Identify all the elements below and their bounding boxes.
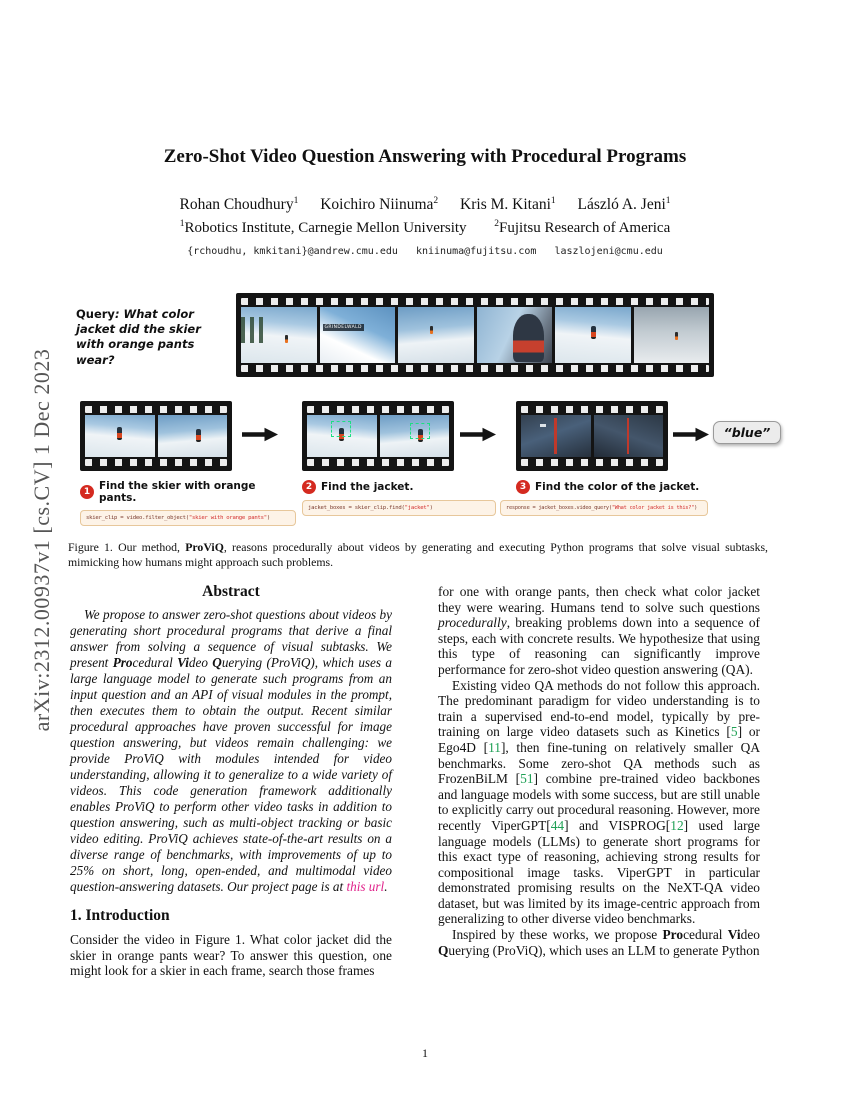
skier-marker bbox=[196, 429, 201, 442]
author-affil-sup: 1 bbox=[293, 195, 299, 206]
answer-column bbox=[708, 401, 786, 444]
citation-ref[interactable]: 11 bbox=[488, 739, 501, 755]
author-affil-sup: 1 bbox=[665, 195, 671, 206]
step-1-text: Find the skier with orange pants. bbox=[99, 480, 256, 504]
film-sprocket-holes bbox=[521, 459, 663, 466]
author-affil-sup: 2 bbox=[433, 195, 439, 206]
jacket-zipper-decor bbox=[627, 418, 630, 453]
film-sprocket-holes bbox=[521, 406, 663, 413]
affiliation-item bbox=[494, 220, 670, 236]
affiliation-item bbox=[180, 220, 467, 236]
figure-query-text bbox=[68, 293, 236, 377]
step-3-label bbox=[516, 480, 708, 494]
pipeline-step-1 bbox=[68, 401, 296, 526]
author-name bbox=[320, 196, 438, 213]
project-page-link[interactable]: this url bbox=[346, 878, 385, 894]
jacket-tag-decor bbox=[540, 424, 546, 427]
video-frame bbox=[85, 415, 155, 457]
step-2-text: Find the jacket. bbox=[321, 481, 414, 493]
paper-title: Zero-Shot Video Question Answering with Procedural Programs bbox=[163, 146, 687, 167]
film-strip-overview bbox=[236, 293, 714, 377]
step-2-label bbox=[302, 480, 496, 494]
step-2-code: jacket_boxes = skier_clip.find("jacket") bbox=[302, 500, 496, 516]
detection-box bbox=[410, 423, 430, 439]
video-frame bbox=[398, 307, 474, 363]
affiliations bbox=[0, 220, 850, 237]
film-frames bbox=[241, 307, 709, 363]
right-paragraph-3: Inspired by these works, we propose Procedural Video Querying (ProViQ), which uses an LLM to generate Python bbox=[438, 927, 760, 958]
right-paragraph-2: Existing video QA methods do not follow this approach. The predominant paradigm for video understanding is to train a supervised end-to-end model, typically by pre-training on large video datasets such as Kinetics [5] or Ego4D [11], then fine-tuning on relatively smaller QA benchmarks. Some zero-shot QA methods such as FrozenBiLM [51] combine pre-trained video backbones and language models with some success, but are still unable to explicitly carry out procedural reasoning. However, more recently ViperGPT[44] and VISPROG[12] used large language models (LLMs) to generate short programs for this exact type of reasoning, achieving strong results for compositional image tasks. ViperGPT in particular demonstrated promising results on the NeXT-QA video dataset, but was limited by its image-centric approach from generalizing to other diverse video benchmarks. bbox=[438, 677, 761, 927]
abstract-heading: Abstract bbox=[202, 583, 260, 600]
film-sprocket-holes bbox=[241, 365, 709, 372]
step-3-code: response = jacket_boxes.video_query("What color jacket is this?") bbox=[500, 500, 708, 516]
video-frame bbox=[634, 307, 710, 363]
section-heading-introduction: 1. Introduction bbox=[70, 906, 170, 924]
step-1-label bbox=[80, 480, 296, 504]
video-frame bbox=[521, 415, 591, 457]
film-frames bbox=[307, 415, 449, 457]
video-frame bbox=[380, 415, 450, 457]
film-frames bbox=[521, 415, 663, 457]
resort-sign: GRINDELWALD bbox=[324, 324, 362, 330]
skier-marker bbox=[675, 332, 678, 340]
film-sprocket-holes bbox=[85, 459, 227, 466]
affil-sup: 1 bbox=[179, 219, 185, 229]
author-name-text: Kris M. Kitani bbox=[460, 196, 551, 213]
author-name-text: Koichiro Niinuma bbox=[320, 196, 434, 213]
query-label: Query bbox=[76, 307, 115, 321]
film-frames bbox=[85, 415, 227, 457]
film-strip-step-1 bbox=[80, 401, 232, 471]
pipeline-step-3 bbox=[496, 401, 708, 516]
citation-ref[interactable]: 51 bbox=[520, 771, 534, 787]
affil-sup: 2 bbox=[494, 219, 500, 229]
right-paragraph-1: for one with orange pants, then check what color jacket they were wearing. Humans tend to solve such questions procedurally, breaking problems down into a sequence of steps, each with concrete results. We hypothesize that using this type of reasoning can significantly improve performance for zero-shot video question answering (QA). bbox=[438, 584, 760, 677]
film-strip-step-2 bbox=[302, 401, 454, 471]
abstract-body: We propose to answer zero-shot questions about videos by generating short procedural programs that derive a final answer from solving a sequence of visual subtasks. We present Procedural Video Querying (ProViQ), which uses a large language model to generate such programs from an input question and an API of visual modules in the prompt, then executes them to obtain the output. Recent similar procedural approaches have proven successful for image question answering, but videos remain challenging: we provide ProViQ with modules intended for video understanding, allowing it to generalize to a wide variety of videos. This code generation framework additionally enables ProViQ to perform other video tasks in addition to question answering, such as multi-object tracking or basic video editing. ProViQ achieves state-of-the-art results on a diverse range of benchmarks, with improvements of up to 25% on short, long, open-ended, and multimodal video question-answering datasets. Our project page is at this url. bbox=[70, 606, 392, 894]
figure-1 bbox=[68, 293, 786, 526]
intro-paragraph-1: Consider the video in Figure 1. What color jacket did the skier in orange pants wear? To answer this question, one might look for a skier in each frame, search those frames bbox=[70, 932, 392, 979]
detection-box bbox=[331, 421, 351, 437]
author-emails: {rchoudhu, kmkitani}@andrew.cmu.edu kniinuma@fujitsu.com laszlojeni@cmu.edu bbox=[187, 246, 663, 257]
arrow-icon bbox=[460, 427, 496, 442]
figure-caption: Figure 1. Our method, ProViQ, reasons procedurally about videos by generating and executing Python programs that solve visual subtasks, mimicking how humans might approach such problems. bbox=[68, 540, 769, 569]
video-frame bbox=[307, 415, 377, 457]
step-1-badge: 1 bbox=[80, 485, 94, 499]
film-sprocket-holes bbox=[307, 459, 449, 466]
skier-marker bbox=[591, 326, 596, 339]
step-3-text: Find the color of the jacket. bbox=[535, 481, 700, 493]
citation-ref[interactable]: 5 bbox=[730, 724, 738, 740]
film-strip-step-3 bbox=[516, 401, 668, 471]
video-frame bbox=[477, 307, 553, 363]
step-1-code: skier_clip = video.filter_object("skier with orange pants") bbox=[80, 510, 296, 526]
citation-ref[interactable]: 44 bbox=[550, 817, 565, 833]
film-sprocket-holes bbox=[85, 406, 227, 413]
step-2-badge: 2 bbox=[302, 480, 316, 494]
left-column bbox=[70, 584, 392, 979]
video-frame bbox=[241, 307, 317, 363]
affil-name: Robotics Institute, Carnegie Mellon University bbox=[184, 220, 467, 236]
right-column bbox=[438, 584, 760, 958]
author-name bbox=[179, 196, 298, 213]
query-text: : What color jacket did the skier with orange pants wear? bbox=[76, 307, 201, 367]
author-list bbox=[0, 196, 850, 214]
author-name-text: Rohan Choudhury bbox=[179, 196, 294, 213]
affil-name: Fujitsu Research of America bbox=[499, 220, 671, 236]
skier-marker bbox=[285, 335, 288, 343]
page-number: 1 bbox=[422, 1046, 428, 1060]
skier-marker bbox=[430, 326, 433, 334]
author-affil-sup: 1 bbox=[550, 195, 556, 206]
author-name bbox=[460, 196, 556, 213]
arrow-icon bbox=[673, 427, 709, 442]
film-sprocket-holes bbox=[307, 406, 449, 413]
person-decor bbox=[513, 314, 545, 362]
video-frame bbox=[158, 415, 228, 457]
citation-ref[interactable]: 12 bbox=[670, 817, 684, 833]
figure-top-row bbox=[68, 293, 786, 377]
trees-decor bbox=[241, 317, 267, 343]
author-name bbox=[578, 196, 671, 213]
video-frame bbox=[555, 307, 631, 363]
figure-pipeline-row bbox=[68, 401, 786, 526]
video-frame bbox=[594, 415, 664, 457]
arrow-icon bbox=[242, 427, 278, 442]
author-name-text: László A. Jeni bbox=[577, 196, 666, 213]
video-frame bbox=[320, 307, 396, 363]
step-3-badge: 3 bbox=[516, 480, 530, 494]
answer-box: “blue” bbox=[713, 421, 782, 444]
pipeline-step-2 bbox=[296, 401, 496, 516]
film-sprocket-holes bbox=[241, 298, 709, 305]
arxiv-watermark: arXiv:2312.00937v1 [cs.CV] 1 Dec 2023 bbox=[29, 348, 54, 732]
skier-marker bbox=[117, 427, 122, 440]
jacket-zipper-decor bbox=[554, 418, 557, 453]
